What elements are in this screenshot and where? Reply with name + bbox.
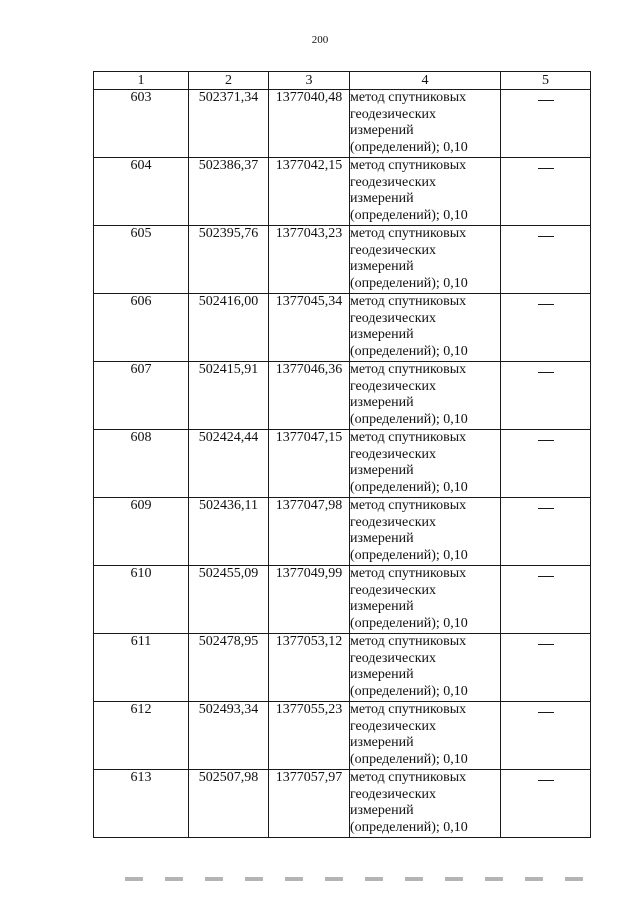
table-row (94, 90, 591, 158)
point-number-cell: 612 (94, 702, 189, 770)
note-cell (501, 430, 591, 498)
method-accuracy-cell: метод спутниковых геодезических измерений (определений); 0,10 (350, 770, 501, 838)
y-coordinate-cell: 1377053,12 (269, 634, 350, 702)
x-coordinate-cell: 502478,95 (189, 634, 269, 702)
y-coordinate-cell: 1377040,48 (269, 90, 350, 158)
x-coordinate-cell: 502493,34 (189, 702, 269, 770)
dash-mark (538, 440, 554, 441)
table-row (94, 702, 591, 770)
table-row (94, 430, 591, 498)
y-coordinate-cell: 1377043,23 (269, 226, 350, 294)
header-col-2: 2 (189, 72, 269, 90)
point-number-cell: 603 (94, 90, 189, 158)
table-row (94, 566, 591, 634)
dash-mark (538, 712, 554, 713)
method-accuracy-cell: метод спутниковых геодезических измерений (определений); 0,10 (350, 294, 501, 362)
coordinates-table (93, 71, 591, 838)
dash-mark (538, 372, 554, 373)
note-cell (501, 498, 591, 566)
table-row (94, 158, 591, 226)
dash-mark (538, 168, 554, 169)
dash-mark (538, 508, 554, 509)
table-row (94, 362, 591, 430)
table-body (94, 90, 591, 838)
table-row (94, 498, 591, 566)
x-coordinate-cell: 502436,11 (189, 498, 269, 566)
point-number-cell: 606 (94, 294, 189, 362)
scan-artifact (125, 877, 595, 881)
note-cell (501, 362, 591, 430)
dash-mark (538, 304, 554, 305)
y-coordinate-cell: 1377055,23 (269, 702, 350, 770)
y-coordinate-cell: 1377057,97 (269, 770, 350, 838)
y-coordinate-cell: 1377047,15 (269, 430, 350, 498)
header-col-4: 4 (350, 72, 501, 90)
x-coordinate-cell: 502455,09 (189, 566, 269, 634)
method-accuracy-cell: метод спутниковых геодезических измерений (определений); 0,10 (350, 226, 501, 294)
x-coordinate-cell: 502386,37 (189, 158, 269, 226)
note-cell (501, 90, 591, 158)
dash-mark (538, 236, 554, 237)
point-number-cell: 609 (94, 498, 189, 566)
table-row (94, 634, 591, 702)
note-cell (501, 294, 591, 362)
x-coordinate-cell: 502416,00 (189, 294, 269, 362)
note-cell (501, 770, 591, 838)
y-coordinate-cell: 1377046,36 (269, 362, 350, 430)
method-accuracy-cell: метод спутниковых геодезических измерений (определений); 0,10 (350, 90, 501, 158)
method-accuracy-cell: метод спутниковых геодезических измерений (определений); 0,10 (350, 498, 501, 566)
table-row (94, 226, 591, 294)
point-number-cell: 607 (94, 362, 189, 430)
point-number-cell: 608 (94, 430, 189, 498)
x-coordinate-cell: 502395,76 (189, 226, 269, 294)
y-coordinate-cell: 1377047,98 (269, 498, 350, 566)
y-coordinate-cell: 1377049,99 (269, 566, 350, 634)
method-accuracy-cell: метод спутниковых геодезических измерений (определений); 0,10 (350, 158, 501, 226)
table-row (94, 294, 591, 362)
y-coordinate-cell: 1377045,34 (269, 294, 350, 362)
dash-mark (538, 100, 554, 101)
x-coordinate-cell: 502415,91 (189, 362, 269, 430)
point-number-cell: 613 (94, 770, 189, 838)
y-coordinate-cell: 1377042,15 (269, 158, 350, 226)
table-row (94, 770, 591, 838)
point-number-cell: 605 (94, 226, 189, 294)
page-number: 200 (311, 34, 329, 46)
note-cell (501, 634, 591, 702)
point-number-cell: 604 (94, 158, 189, 226)
method-accuracy-cell: метод спутниковых геодезических измерений (определений); 0,10 (350, 430, 501, 498)
method-accuracy-cell: метод спутниковых геодезических измерений (определений); 0,10 (350, 702, 501, 770)
note-cell (501, 226, 591, 294)
x-coordinate-cell: 502507,98 (189, 770, 269, 838)
note-cell (501, 566, 591, 634)
note-cell (501, 158, 591, 226)
x-coordinate-cell: 502371,34 (189, 90, 269, 158)
method-accuracy-cell: метод спутниковых геодезических измерений (определений); 0,10 (350, 634, 501, 702)
dash-mark (538, 780, 554, 781)
dash-mark (538, 576, 554, 577)
dash-mark (538, 644, 554, 645)
table-header-row (94, 72, 591, 90)
method-accuracy-cell: метод спутниковых геодезических измерений (определений); 0,10 (350, 362, 501, 430)
point-number-cell: 611 (94, 634, 189, 702)
point-number-cell: 610 (94, 566, 189, 634)
method-accuracy-cell: метод спутниковых геодезических измерений (определений); 0,10 (350, 566, 501, 634)
header-col-3: 3 (269, 72, 350, 90)
x-coordinate-cell: 502424,44 (189, 430, 269, 498)
note-cell (501, 702, 591, 770)
header-col-1: 1 (94, 72, 189, 90)
header-col-5: 5 (501, 72, 591, 90)
